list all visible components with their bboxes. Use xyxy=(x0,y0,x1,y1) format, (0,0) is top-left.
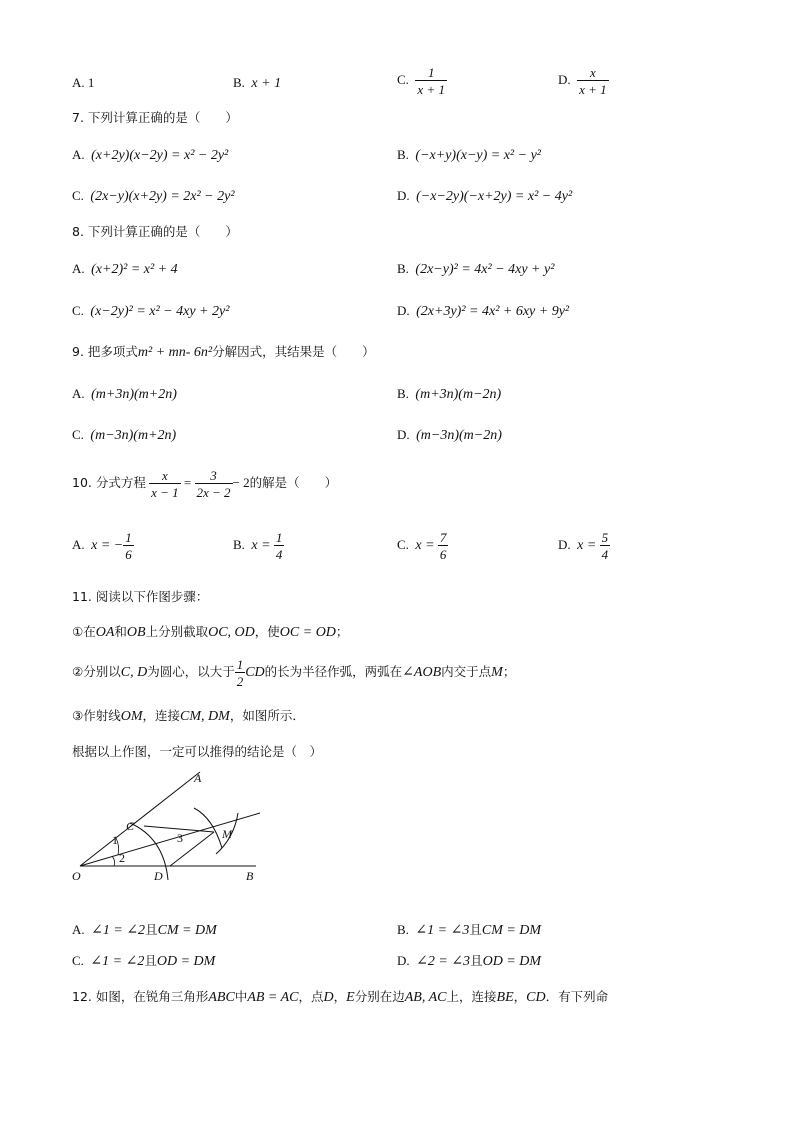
q10-option-b: B. x = $\frac{1}{4}$ xyxy=(233,530,283,562)
q7-option-d: D. (−x−2y)(−x+2y) = x² − 4y² xyxy=(397,188,573,204)
q9-option-a: A. (m+3n)(m+2n) xyxy=(72,386,177,402)
q8-option-b: B. (2x−y)² = 4x² − 4xy + y² xyxy=(397,261,555,277)
label-o: O xyxy=(72,869,81,880)
q6-option-c: C. $\frac{1}{x + 1}$ xyxy=(397,65,445,97)
q11-conclusion: 根据以上作图，一定可以推得的结论是（ ） xyxy=(72,744,323,759)
label-angle-1: 1 xyxy=(112,833,118,847)
q10-option-a: A. x = − $\frac{1}{6}$ xyxy=(72,530,132,562)
q11-option-d: D. ∠2 = ∠3且OD = DM xyxy=(397,953,542,969)
q9-option-c: C. (m−3n)(m+2n) xyxy=(72,427,177,443)
label-d: D xyxy=(154,869,163,880)
q11-step-1: ①在OA和OB上分别截取OC, OD，使OC = OD； xyxy=(72,624,349,640)
q6-option-d: D. $\frac{x}{x + 1}$ xyxy=(558,65,607,97)
q11-option-c: C. ∠1 = ∠2且OD = DM xyxy=(72,953,216,969)
q9-option-b: B. (m+3n)(m−2n) xyxy=(397,386,502,402)
q11-option-b: B. ∠1 = ∠3且CM = DM xyxy=(397,922,542,938)
label-b: B xyxy=(246,869,254,880)
q8-option-c: C. (x−2y)² = x² − 4xy + 2y² xyxy=(72,303,230,319)
angle-2-arc xyxy=(112,856,115,866)
q10-stem: 10. 分式方程 $\frac{x}{x - 1}$ = $\frac{3}{2x - 2}$ − 2的解是（ ） xyxy=(72,468,338,500)
q7-stem: 7. 下列计算正确的是（ ） xyxy=(72,110,238,125)
q8-option-a: A. (x+2)² = x² + 4 xyxy=(72,261,178,277)
q6-option-b: B. x + 1 xyxy=(233,75,282,91)
q8-stem: 8. 下列计算正确的是（ ） xyxy=(72,224,238,239)
q11-option-a: A. ∠1 = ∠2且CM = DM xyxy=(72,922,217,938)
ray-oa xyxy=(80,772,200,866)
label-angle-3: 3 xyxy=(177,831,183,845)
q11-step-3: ③作射线OM，连接CM, DM，如图所示． xyxy=(72,708,305,724)
q11-step-2: ②分别以C, D为圆心，以大于 $\frac{1}{2}$ CD的长为半径作弧，两弧在∠AOB内交于点M； xyxy=(72,657,516,689)
q11-construction-figure xyxy=(66,768,276,880)
q7-option-a: A. (x+2y)(x−2y) = x² − 2y² xyxy=(72,147,229,163)
label-c: C xyxy=(126,819,135,833)
q7-option-c: C. (2x−y)(x+2y) = 2x² − 2y² xyxy=(72,188,235,204)
q9-stem: 9. 把多项式m² + mn- 6n²分解因式，其结果是（ ） xyxy=(72,344,375,360)
ray-om xyxy=(80,813,260,866)
q12-stem: 12. 如图，在锐角三角形ABC中AB = AC，点D，E分别在边AB, AC上，连接BE，CD．有下列命 xyxy=(72,989,609,1005)
q10-option-d: D. x = $\frac{5}{4}$ xyxy=(558,530,609,562)
q10-option-c: C. x = $\frac{7}{6}$ xyxy=(397,530,447,562)
label-m: M xyxy=(222,827,232,841)
q7-option-b: B. (−x+y)(x−y) = x² − y² xyxy=(397,147,541,163)
q11-stem: 11. 阅读以下作图步骤： xyxy=(72,589,209,604)
q6-option-a: A. 1 xyxy=(72,75,95,90)
label-a: A xyxy=(194,771,202,785)
label-angle-2: 2 xyxy=(119,851,125,865)
q9-option-d: D. (m−3n)(m−2n) xyxy=(397,427,502,443)
q8-option-d: D. (2x+3y)² = 4x² + 6xy + 9y² xyxy=(397,303,570,319)
